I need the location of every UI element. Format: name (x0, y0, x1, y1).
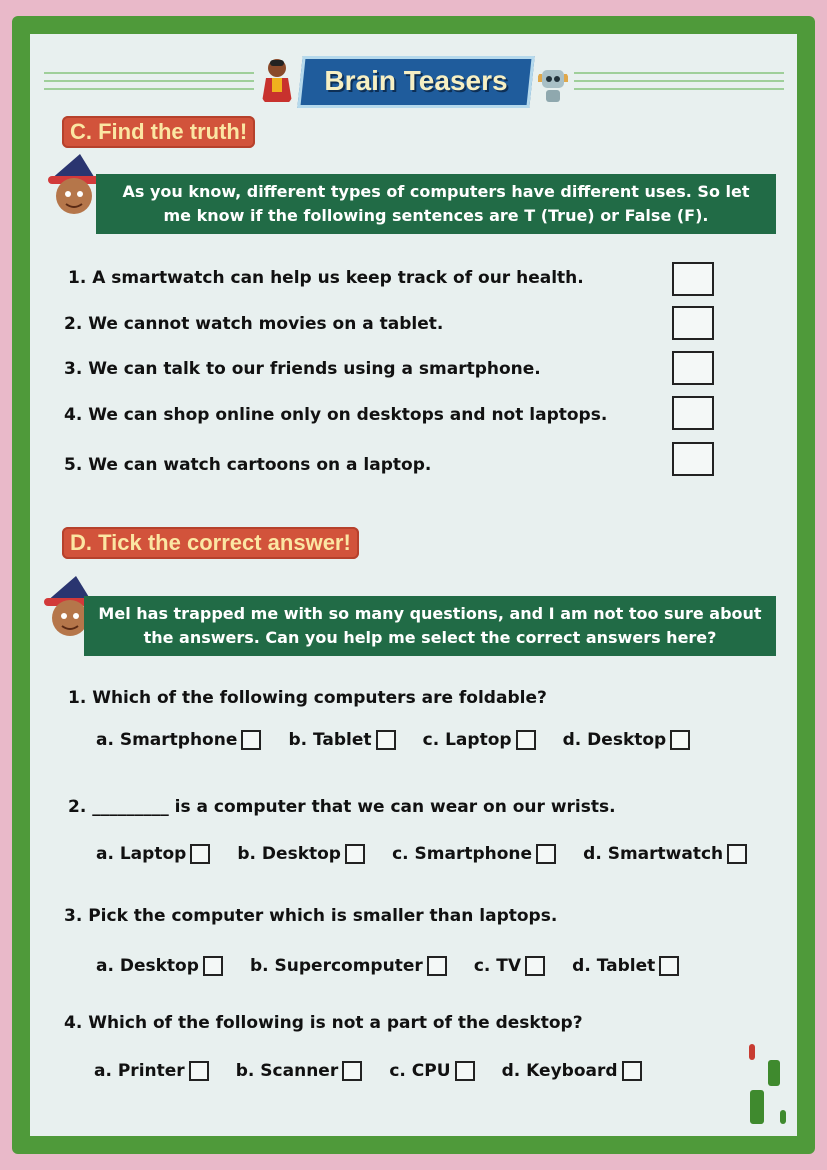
truth-statement: 5. We can watch cartoons on a laptop. (64, 455, 432, 475)
truth-statement: 2. We cannot watch movies on a tablet. (64, 314, 444, 334)
option[interactable]: d. Tablet (572, 956, 679, 976)
option-checkbox[interactable] (342, 1061, 362, 1081)
truth-statement: 4. We can shop online only on desktops and not laptops. (64, 405, 608, 425)
option-checkbox[interactable] (376, 730, 396, 750)
truth-statement: 1. A smartwatch can help us keep track of our health. (68, 268, 584, 288)
option[interactable]: c. Smartphone (392, 844, 556, 864)
option-checkbox[interactable] (525, 956, 545, 976)
option[interactable]: a. Smartphone (96, 730, 261, 750)
option[interactable]: b. Supercomputer (250, 956, 447, 976)
truth-answer-box[interactable] (672, 306, 714, 340)
header-line-left (44, 80, 254, 82)
option-row (96, 844, 769, 864)
option[interactable]: a. Laptop (96, 844, 210, 864)
option[interactable]: a. Printer (94, 1061, 209, 1081)
decorative-stroke (749, 1044, 755, 1060)
question-text: 2. _________ is a computer that we can wear on our wrists. (68, 797, 616, 817)
option-checkbox[interactable] (622, 1061, 642, 1081)
option-checkbox[interactable] (345, 844, 365, 864)
section-d-tag: D. Tick the correct answer! (62, 527, 359, 559)
option[interactable]: d. Desktop (563, 730, 691, 750)
option-checkbox[interactable] (427, 956, 447, 976)
decorative-stroke (750, 1090, 764, 1124)
header-line-left (44, 88, 254, 90)
option[interactable]: b. Tablet (288, 730, 395, 750)
option[interactable]: a. Desktop (96, 956, 223, 976)
option[interactable]: b. Desktop (237, 844, 365, 864)
option-checkbox[interactable] (190, 844, 210, 864)
page-title: Brain Teasers (324, 65, 508, 96)
section-c-tag: C. Find the truth! (62, 116, 255, 148)
decorative-stroke (780, 1110, 786, 1124)
option[interactable]: d. Keyboard (502, 1061, 642, 1081)
option-checkbox[interactable] (536, 844, 556, 864)
option-checkbox[interactable] (241, 730, 261, 750)
header-line-right (574, 88, 784, 90)
question-text: 4. Which of the following is not a part of the desktop? (64, 1013, 583, 1033)
truth-answer-box[interactable] (672, 442, 714, 476)
option[interactable]: d. Smartwatch (583, 844, 747, 864)
option-row (96, 730, 712, 750)
option[interactable]: b. Scanner (236, 1061, 362, 1081)
option[interactable]: c. CPU (389, 1061, 474, 1081)
robot-mascot-icon (536, 66, 570, 104)
header-line-right (574, 72, 784, 74)
option[interactable]: c. Laptop (423, 730, 536, 750)
option[interactable]: c. TV (474, 956, 545, 976)
option-row (96, 956, 701, 976)
option-checkbox[interactable] (189, 1061, 209, 1081)
decorative-stroke (768, 1060, 780, 1086)
option-checkbox[interactable] (516, 730, 536, 750)
header-line-left (44, 72, 254, 74)
option-checkbox[interactable] (455, 1061, 475, 1081)
option-row (94, 1061, 664, 1081)
section-c-speech-bubble: As you know, different types of computers have different uses. So let me know if the following sentences are T (True) or False (F). (96, 174, 776, 234)
truth-statement: 3. We can talk to our friends using a smartphone. (64, 359, 541, 379)
question-text: 3. Pick the computer which is smaller than laptops. (64, 906, 558, 926)
header-line-right (574, 80, 784, 82)
truth-answer-box[interactable] (672, 396, 714, 430)
truth-answer-box[interactable] (672, 262, 714, 296)
question-text: 1. Which of the following computers are foldable? (68, 688, 547, 708)
section-d-speech-bubble: Mel has trapped me with so many questions, and I am not too sure about the answers. Can you help me select the correct answers here? (84, 596, 776, 656)
superhero-mascot-icon (258, 56, 296, 108)
truth-answer-box[interactable] (672, 351, 714, 385)
option-checkbox[interactable] (670, 730, 690, 750)
option-checkbox[interactable] (727, 844, 747, 864)
option-checkbox[interactable] (203, 956, 223, 976)
option-checkbox[interactable] (659, 956, 679, 976)
